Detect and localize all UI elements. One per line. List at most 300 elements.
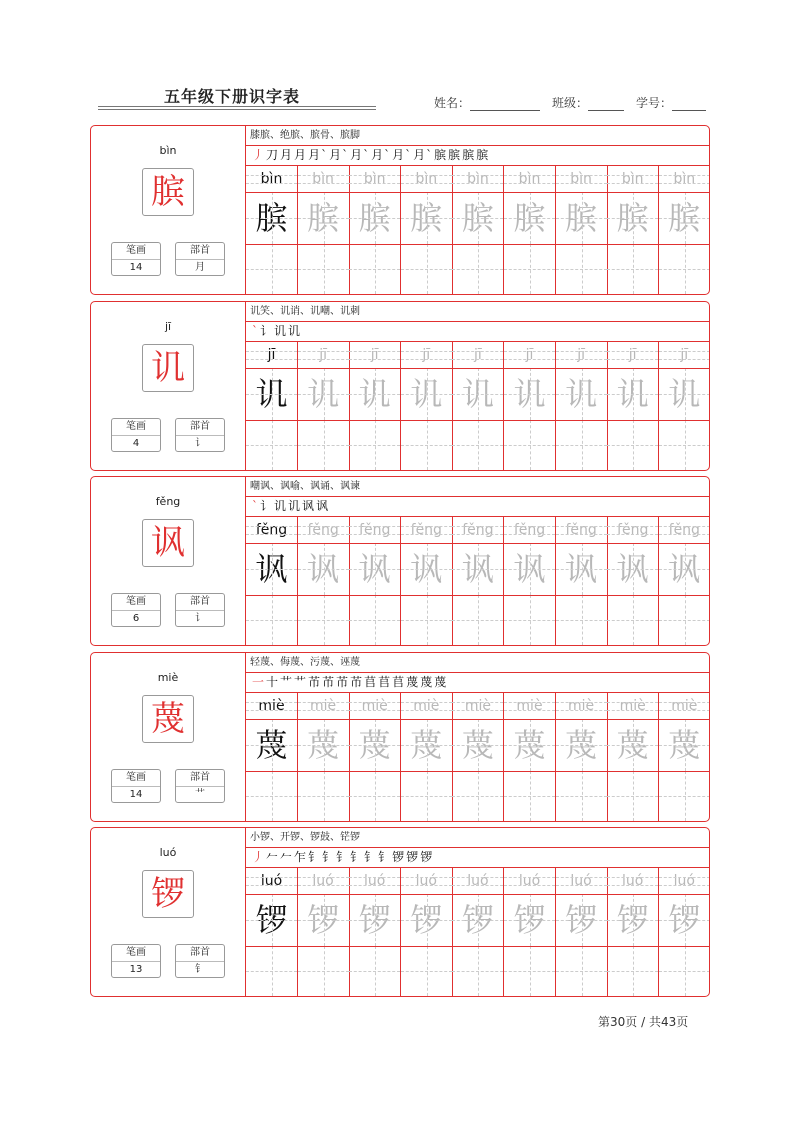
practice-grid	[246, 693, 709, 822]
blank-practice[interactable]	[556, 420, 607, 470]
stroke-order	[252, 323, 302, 339]
blank-practice[interactable]	[298, 420, 349, 470]
pinyin-practice: jī	[504, 342, 555, 368]
stroke-step: 苢	[364, 675, 378, 689]
pinyin-practice: luó	[298, 868, 349, 894]
pinyin-practice: fěng	[504, 517, 555, 543]
practice-cell[interactable]	[504, 517, 556, 646]
stroke-step: 丿	[252, 850, 266, 864]
char-card	[90, 476, 710, 646]
stroke-step: 蔑	[420, 675, 434, 689]
practice-cell[interactable]	[401, 868, 453, 997]
char-practice: 锣	[452, 894, 503, 946]
practice-panel	[246, 126, 709, 294]
stroke-step: 丿	[252, 148, 266, 162]
pinyin-practice: jī	[659, 342, 710, 368]
blank-practice[interactable]	[452, 946, 503, 996]
char-practice: 膑	[556, 192, 607, 244]
stroke-order	[252, 674, 448, 690]
practice-panel	[246, 302, 709, 470]
char-practice: 讥	[556, 368, 607, 420]
practice-cell[interactable]	[246, 868, 298, 997]
practice-cell[interactable]	[401, 342, 453, 471]
stroke-step: 乍	[294, 850, 308, 864]
practice-cell[interactable]	[556, 868, 608, 997]
pinyin-practice: miè	[246, 693, 297, 719]
char-practice: 锣	[607, 894, 658, 946]
practice-cell[interactable]	[349, 868, 401, 997]
stroke-count-label: 笔画	[112, 594, 160, 611]
blank-practice[interactable]	[452, 244, 503, 294]
stroke-step: 艹	[294, 675, 308, 689]
pinyin-practice: jī	[298, 342, 349, 368]
char-pinyin: luó	[159, 846, 177, 859]
practice-cell[interactable]	[607, 166, 659, 295]
blank-practice[interactable]	[246, 946, 297, 996]
name-field[interactable]	[434, 94, 540, 111]
pinyin-practice: jī	[246, 342, 297, 368]
stroke-count-value: 14	[129, 262, 143, 273]
stroke-step: 月`	[371, 148, 392, 162]
char-practice: 锣	[246, 894, 297, 946]
stroke-count-box	[111, 593, 161, 627]
blank-practice[interactable]	[298, 595, 349, 645]
practice-cell[interactable]	[298, 166, 350, 295]
stroke-step: 讥	[288, 324, 302, 338]
char-practice: 蔑	[246, 719, 297, 771]
practice-cell[interactable]	[452, 166, 504, 295]
stroke-step: `	[252, 324, 259, 338]
stroke-count-value: 6	[132, 613, 140, 624]
radical-value: 钅	[195, 964, 205, 975]
blank-practice[interactable]	[607, 595, 658, 645]
stroke-step: 月`	[413, 148, 434, 162]
practice-cell[interactable]	[504, 166, 556, 295]
blank-practice[interactable]	[298, 946, 349, 996]
practice-cell[interactable]	[246, 166, 298, 295]
page-title: 五年级下册识字表	[164, 87, 301, 106]
stroke-order	[252, 849, 434, 865]
blank-practice[interactable]	[659, 595, 710, 645]
stroke-step: 钅	[378, 850, 392, 864]
char-practice: 讽	[504, 543, 555, 595]
blank-practice[interactable]	[607, 771, 658, 821]
pinyin-practice: miè	[556, 693, 607, 719]
stroke-order	[252, 498, 330, 514]
blank-practice[interactable]	[349, 420, 400, 470]
pinyin-practice: miè	[401, 693, 452, 719]
example-words: 小锣、开锣、锣鼓、铓锣	[250, 832, 360, 843]
blank-practice[interactable]	[298, 244, 349, 294]
char-practice: 锣	[401, 894, 452, 946]
char-card	[90, 301, 710, 471]
pinyin-practice: luó	[504, 868, 555, 894]
stroke-count-label: 笔画	[112, 419, 160, 436]
example-words: 轻蔑、侮蔑、污蔑、诬蔑	[250, 657, 360, 668]
char-practice: 蔑	[401, 719, 452, 771]
char-practice: 讥	[349, 368, 400, 420]
stroke-step: 月`	[350, 148, 371, 162]
char-practice: 膑	[401, 192, 452, 244]
char-practice: 膑	[659, 192, 710, 244]
practice-cell[interactable]	[504, 693, 556, 822]
blank-practice[interactable]	[298, 771, 349, 821]
stroke-count-value: 4	[132, 438, 140, 449]
practice-cell[interactable]	[556, 517, 608, 646]
stroke-count-label: 笔画	[112, 945, 160, 962]
char-info-panel	[91, 126, 246, 294]
practice-cell[interactable]	[349, 517, 401, 646]
practice-cell[interactable]	[607, 868, 659, 997]
page-number: 第30页 / 共43页	[598, 1015, 689, 1029]
stroke-step: 十	[266, 675, 280, 689]
stroke-step: 蔑	[434, 675, 448, 689]
practice-cell[interactable]	[556, 342, 608, 471]
pinyin-practice: fěng	[452, 517, 503, 543]
char-display: 锣	[142, 870, 194, 918]
practice-cell[interactable]	[556, 166, 608, 295]
blank-practice[interactable]	[401, 946, 452, 996]
blank-practice[interactable]	[401, 771, 452, 821]
stroke-count-label: 笔画	[112, 770, 160, 787]
char-practice: 讽	[349, 543, 400, 595]
pinyin-practice: luó	[452, 868, 503, 894]
char-practice: 蔑	[452, 719, 503, 771]
stroke-step: 苢	[378, 675, 392, 689]
stroke-step: 月`	[392, 148, 413, 162]
practice-cell[interactable]	[452, 868, 504, 997]
char-practice: 讥	[401, 368, 452, 420]
char-practice: 膑	[246, 192, 297, 244]
blank-practice[interactable]	[452, 595, 503, 645]
practice-cell[interactable]	[298, 693, 350, 822]
pinyin-practice: bìn	[659, 166, 710, 192]
char-info-panel	[91, 828, 246, 996]
radical-box	[175, 242, 225, 276]
blank-practice[interactable]	[246, 771, 297, 821]
blank-practice[interactable]	[452, 771, 503, 821]
practice-panel	[246, 653, 709, 821]
practice-cell[interactable]	[659, 693, 710, 822]
practice-cell[interactable]	[659, 517, 710, 646]
blank-practice[interactable]	[607, 244, 658, 294]
char-display: 膑	[142, 168, 194, 216]
pinyin-practice: bìn	[504, 166, 555, 192]
pinyin-practice: bìn	[298, 166, 349, 192]
blank-practice[interactable]	[659, 420, 710, 470]
blank-practice[interactable]	[246, 420, 297, 470]
blank-practice[interactable]	[659, 771, 710, 821]
radical-label: 部首	[176, 594, 224, 611]
class-label: 班级：	[552, 96, 589, 110]
stroke-step: 苢	[392, 675, 406, 689]
char-practice: 讥	[246, 368, 297, 420]
pinyin-practice: fěng	[401, 517, 452, 543]
pinyin-practice: bìn	[607, 166, 658, 192]
practice-cell[interactable]	[349, 342, 401, 471]
pinyin-practice: miè	[504, 693, 555, 719]
char-practice: 锣	[349, 894, 400, 946]
stroke-count-label: 笔画	[112, 243, 160, 260]
practice-cell[interactable]	[349, 166, 401, 295]
char-practice: 讽	[246, 543, 297, 595]
pinyin-practice: fěng	[659, 517, 710, 543]
radical-box	[175, 944, 225, 978]
char-info-panel	[91, 653, 246, 821]
stroke-count-value: 13	[129, 964, 143, 975]
char-practice: 蔑	[556, 719, 607, 771]
id-field[interactable]	[636, 94, 706, 111]
pinyin-practice: bìn	[556, 166, 607, 192]
pinyin-practice: miè	[659, 693, 710, 719]
practice-cell[interactable]	[349, 693, 401, 822]
stroke-step: 刀	[266, 148, 280, 162]
practice-cell[interactable]	[504, 868, 556, 997]
pinyin-practice: miè	[607, 693, 658, 719]
radical-value: 讠	[195, 438, 205, 449]
stroke-step: 锣	[420, 850, 434, 864]
blank-practice[interactable]	[401, 244, 452, 294]
stroke-step: 锣	[406, 850, 420, 864]
char-practice: 讥	[298, 368, 349, 420]
example-words: 讥笑、讥诮、讥嘲、讥刺	[250, 306, 360, 317]
char-practice: 锣	[504, 894, 555, 946]
practice-cell[interactable]	[401, 517, 453, 646]
practice-grid	[246, 868, 709, 997]
pinyin-practice: fěng	[298, 517, 349, 543]
stroke-count-box	[111, 944, 161, 978]
blank-practice[interactable]	[504, 771, 555, 821]
radical-box	[175, 769, 225, 803]
blank-practice[interactable]	[659, 946, 710, 996]
practice-cell[interactable]	[607, 342, 659, 471]
stroke-step: 芇	[308, 675, 322, 689]
stroke-step: 膑	[434, 148, 448, 162]
practice-cell[interactable]	[659, 166, 710, 295]
char-practice: 锣	[556, 894, 607, 946]
char-practice: 蔑	[349, 719, 400, 771]
blank-practice[interactable]	[349, 771, 400, 821]
stroke-step: 膑	[476, 148, 490, 162]
char-practice: 讥	[504, 368, 555, 420]
radical-label: 部首	[176, 419, 224, 436]
stroke-step: 𠂉	[280, 850, 294, 864]
blank-practice[interactable]	[556, 244, 607, 294]
char-practice: 讽	[607, 543, 658, 595]
practice-cell[interactable]	[298, 517, 350, 646]
blank-practice[interactable]	[556, 771, 607, 821]
char-practice: 讥	[659, 368, 710, 420]
practice-cell[interactable]	[401, 693, 453, 822]
radical-value: 月	[195, 262, 205, 273]
practice-cell[interactable]	[452, 342, 504, 471]
blank-practice[interactable]	[607, 420, 658, 470]
stroke-count-box	[111, 242, 161, 276]
char-display: 蔑	[142, 695, 194, 743]
stroke-step: 芇	[322, 675, 336, 689]
blank-practice[interactable]	[504, 420, 555, 470]
char-display: 讥	[142, 344, 194, 392]
practice-cell[interactable]	[246, 693, 298, 822]
pinyin-practice: luó	[607, 868, 658, 894]
stroke-step: 月`	[308, 148, 329, 162]
char-practice: 讽	[298, 543, 349, 595]
blank-practice[interactable]	[504, 946, 555, 996]
radical-box	[175, 418, 225, 452]
practice-cell[interactable]	[246, 342, 298, 471]
practice-cell[interactable]	[452, 517, 504, 646]
char-practice: 讽	[452, 543, 503, 595]
practice-cell[interactable]	[298, 342, 350, 471]
radical-label: 部首	[176, 945, 224, 962]
pinyin-practice: fěng	[607, 517, 658, 543]
char-pinyin: bìn	[159, 144, 177, 157]
blank-practice[interactable]	[607, 946, 658, 996]
stroke-step: 讠	[260, 324, 274, 338]
practice-cell[interactable]	[556, 693, 608, 822]
stroke-step: 讥	[274, 324, 288, 338]
example-words: 膝膑、绝膑、膑骨、膑脚	[250, 130, 360, 141]
char-card	[90, 652, 710, 822]
char-pinyin: miè	[157, 671, 179, 684]
char-practice: 蔑	[504, 719, 555, 771]
pinyin-practice: luó	[349, 868, 400, 894]
pinyin-practice: bìn	[246, 166, 297, 192]
pinyin-practice: jī	[401, 342, 452, 368]
stroke-step: `	[252, 499, 259, 513]
practice-grid	[246, 342, 709, 471]
title-underline	[98, 109, 376, 110]
radical-label: 部首	[176, 243, 224, 260]
example-words: 嘲讽、讽喻、讽诵、讽谏	[250, 481, 360, 492]
pinyin-practice: fěng	[349, 517, 400, 543]
practice-cell[interactable]	[401, 166, 453, 295]
pinyin-practice: jī	[556, 342, 607, 368]
stroke-step: 一	[252, 675, 266, 689]
char-practice: 讽	[659, 543, 710, 595]
id-label: 学号：	[636, 96, 673, 110]
stroke-step: 讠	[260, 499, 274, 513]
char-practice: 讽	[401, 543, 452, 595]
char-card	[90, 125, 710, 295]
pinyin-practice: luó	[556, 868, 607, 894]
char-card	[90, 827, 710, 997]
stroke-order	[252, 147, 490, 163]
stroke-step: 月	[280, 148, 294, 162]
blank-practice[interactable]	[452, 420, 503, 470]
char-practice: 讥	[607, 368, 658, 420]
stroke-count-value: 14	[129, 789, 143, 800]
char-practice: 蔑	[298, 719, 349, 771]
pinyin-practice: jī	[607, 342, 658, 368]
blank-practice[interactable]	[659, 244, 710, 294]
blank-practice[interactable]	[349, 244, 400, 294]
stroke-step: 讥	[288, 499, 302, 513]
stroke-step: 钅	[364, 850, 378, 864]
pinyin-practice: jī	[452, 342, 503, 368]
pinyin-practice: miè	[298, 693, 349, 719]
stroke-step: 讽	[302, 499, 316, 513]
practice-cell[interactable]	[659, 868, 710, 997]
pinyin-practice: miè	[452, 693, 503, 719]
char-pinyin: jī	[164, 320, 172, 333]
char-practice: 蔑	[659, 719, 710, 771]
practice-cell[interactable]	[246, 517, 298, 646]
pinyin-practice: bìn	[349, 166, 400, 192]
pinyin-practice: fěng	[556, 517, 607, 543]
stroke-step: 芇	[336, 675, 350, 689]
title-underline	[98, 106, 376, 107]
stroke-step: 膑	[462, 148, 476, 162]
char-practice: 膑	[504, 192, 555, 244]
char-display: 讽	[142, 519, 194, 567]
blank-practice[interactable]	[246, 595, 297, 645]
pinyin-practice: luó	[659, 868, 710, 894]
blank-practice[interactable]	[401, 595, 452, 645]
practice-cell[interactable]	[298, 868, 350, 997]
stroke-step: 芇	[350, 675, 364, 689]
blank-practice[interactable]	[556, 595, 607, 645]
blank-practice[interactable]	[504, 244, 555, 294]
radical-value: 讠	[195, 613, 205, 624]
stroke-step: 讥	[274, 499, 288, 513]
pinyin-practice: jī	[349, 342, 400, 368]
practice-cell[interactable]	[607, 693, 659, 822]
blank-practice[interactable]	[401, 420, 452, 470]
stroke-step: 月`	[329, 148, 350, 162]
stroke-step: 𠂉	[266, 850, 280, 864]
practice-cell[interactable]	[607, 517, 659, 646]
pinyin-practice: fěng	[246, 517, 297, 543]
char-info-panel	[91, 302, 246, 470]
char-practice: 讽	[556, 543, 607, 595]
radical-box	[175, 593, 225, 627]
blank-practice[interactable]	[246, 244, 297, 294]
practice-grid	[246, 166, 709, 295]
radical-label: 部首	[176, 770, 224, 787]
stroke-step: 蔑	[406, 675, 420, 689]
radical-value: 艹	[195, 789, 205, 800]
char-practice: 膑	[452, 192, 503, 244]
pinyin-practice: luó	[401, 868, 452, 894]
blank-practice[interactable]	[556, 946, 607, 996]
stroke-step: 膑	[448, 148, 462, 162]
pinyin-practice: luó	[246, 868, 297, 894]
practice-cell[interactable]	[504, 342, 556, 471]
pinyin-practice: bìn	[452, 166, 503, 192]
stroke-step: 艹	[280, 675, 294, 689]
class-field[interactable]	[552, 94, 624, 111]
char-practice: 锣	[659, 894, 710, 946]
stroke-count-box	[111, 769, 161, 803]
pinyin-practice: bìn	[401, 166, 452, 192]
stroke-step: 讽	[316, 499, 330, 513]
char-practice: 膑	[607, 192, 658, 244]
stroke-step: 钅	[350, 850, 364, 864]
blank-practice[interactable]	[349, 946, 400, 996]
char-practice: 膑	[298, 192, 349, 244]
practice-cell[interactable]	[659, 342, 710, 471]
stroke-step: 钅	[336, 850, 350, 864]
stroke-step: 钅	[322, 850, 336, 864]
char-info-panel	[91, 477, 246, 645]
practice-cell[interactable]	[452, 693, 504, 822]
blank-practice[interactable]	[504, 595, 555, 645]
blank-practice[interactable]	[349, 595, 400, 645]
char-practice: 讥	[452, 368, 503, 420]
practice-panel	[246, 828, 709, 996]
practice-panel	[246, 477, 709, 645]
